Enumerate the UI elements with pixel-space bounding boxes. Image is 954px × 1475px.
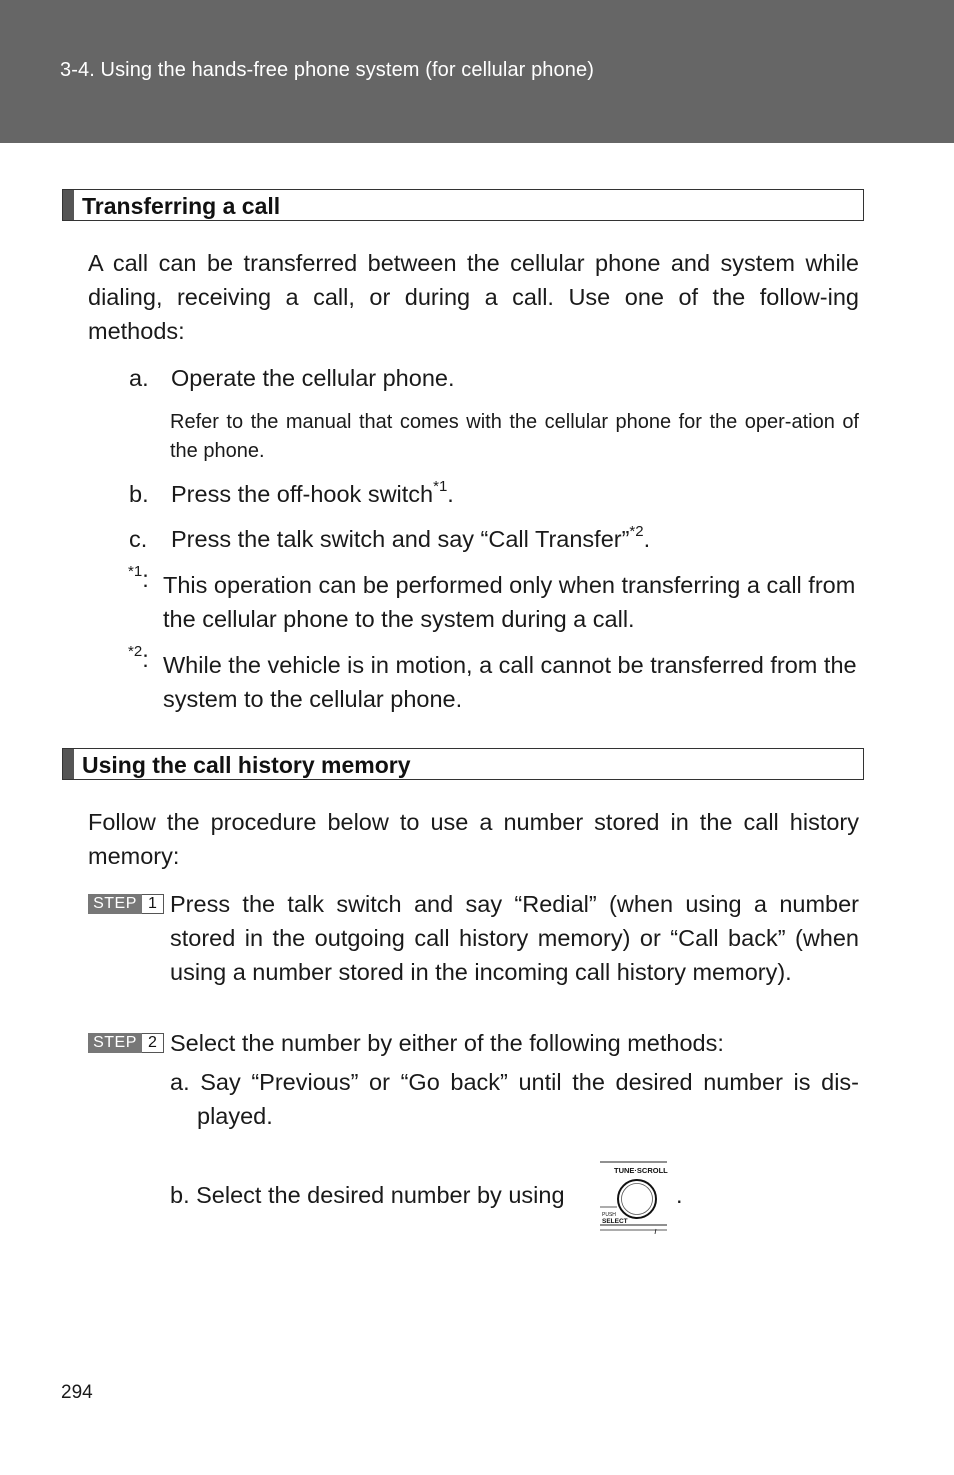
knob-push-label: PUSH bbox=[602, 1212, 616, 1218]
item-text: Press the off-hook switch bbox=[171, 481, 434, 507]
tune-scroll-knob-icon bbox=[597, 1160, 669, 1234]
section2-intro: Follow the procedure below to use a number stored in the call history memory: bbox=[88, 809, 859, 869]
method-item-c bbox=[129, 522, 650, 556]
page-number: 294 bbox=[61, 1382, 93, 1403]
footnote-mark: $^{*2}$: bbox=[128, 643, 149, 672]
footnote-2 bbox=[128, 643, 859, 718]
footnote-mark-text: *1 bbox=[128, 563, 143, 581]
step-1-text: Press the talk switch and say “Redial” (when using a number stored in the outgoing call history memory) or “Call back” (when using a number stored in the incoming call history memory). bbox=[170, 891, 859, 985]
method-a bbox=[170, 1065, 859, 1135]
page-header bbox=[0, 0, 954, 143]
item-label: c. bbox=[129, 526, 148, 552]
step-2-badge bbox=[88, 1033, 164, 1053]
step-number: 2 bbox=[142, 1033, 164, 1053]
section-title: Using the call history memory bbox=[82, 752, 411, 778]
footnote-text: This operation can be performed only when transferring a call from the cellular phone to the system during a call. bbox=[163, 572, 856, 632]
item-label: a. bbox=[129, 365, 149, 391]
knob-select-label: SELECT bbox=[602, 1218, 628, 1225]
step-tag: STEP bbox=[88, 1033, 142, 1053]
method-b bbox=[170, 1178, 565, 1212]
item-text: Press the talk switch and say “Call Transfer” bbox=[171, 526, 630, 552]
item-end: . bbox=[643, 526, 651, 552]
footnote-ref: *1 bbox=[433, 478, 448, 496]
step-2-text: Select the number by either of the following methods: bbox=[170, 1030, 724, 1056]
footnote-1 bbox=[128, 563, 859, 638]
footnote-ref: *2 bbox=[629, 523, 644, 541]
footnote-text: While the vehicle is in motion, a call cannot be transferred from the system to the cellular phone. bbox=[163, 652, 857, 712]
method-item-a bbox=[129, 361, 455, 395]
method-b-end: . bbox=[676, 1182, 683, 1208]
heading-bar bbox=[63, 749, 74, 779]
note-a: Refer to the manual that comes with the cellular phone for the oper-ation of the phone. bbox=[170, 411, 859, 462]
heading-bar bbox=[63, 190, 74, 220]
step-tag: STEP bbox=[88, 894, 142, 914]
breadcrumb: 3-4. Using the hands-free phone system (for cellular phone) bbox=[60, 59, 594, 81]
method-a-text: a. Say “Previous” or “Go back” until the desired number is dis-played. bbox=[170, 1069, 859, 1129]
knob-top-label: TUNE·SCROLL bbox=[614, 1166, 668, 1175]
item-end: . bbox=[447, 481, 454, 507]
item-label: b. bbox=[129, 481, 149, 507]
method-item-b bbox=[129, 477, 454, 511]
section-title: Transferring a call bbox=[82, 193, 281, 219]
footnote-mark-text: *2 bbox=[128, 643, 143, 661]
method-b-text: b. Select the desired number by using bbox=[170, 1182, 565, 1208]
section-heading-call-history bbox=[62, 748, 864, 780]
step-number: 1 bbox=[142, 894, 164, 914]
step-1-badge bbox=[88, 894, 164, 914]
item-text: Operate the cellular phone. bbox=[171, 365, 455, 391]
section1-intro: A call can be transferred between the cellular phone and system while dialing, receiving a call, or during a call. Use one of the follow-ing methods: bbox=[88, 250, 859, 344]
footnote-mark: $^{*1}$: bbox=[128, 563, 149, 592]
section-heading-transferring bbox=[62, 189, 864, 221]
